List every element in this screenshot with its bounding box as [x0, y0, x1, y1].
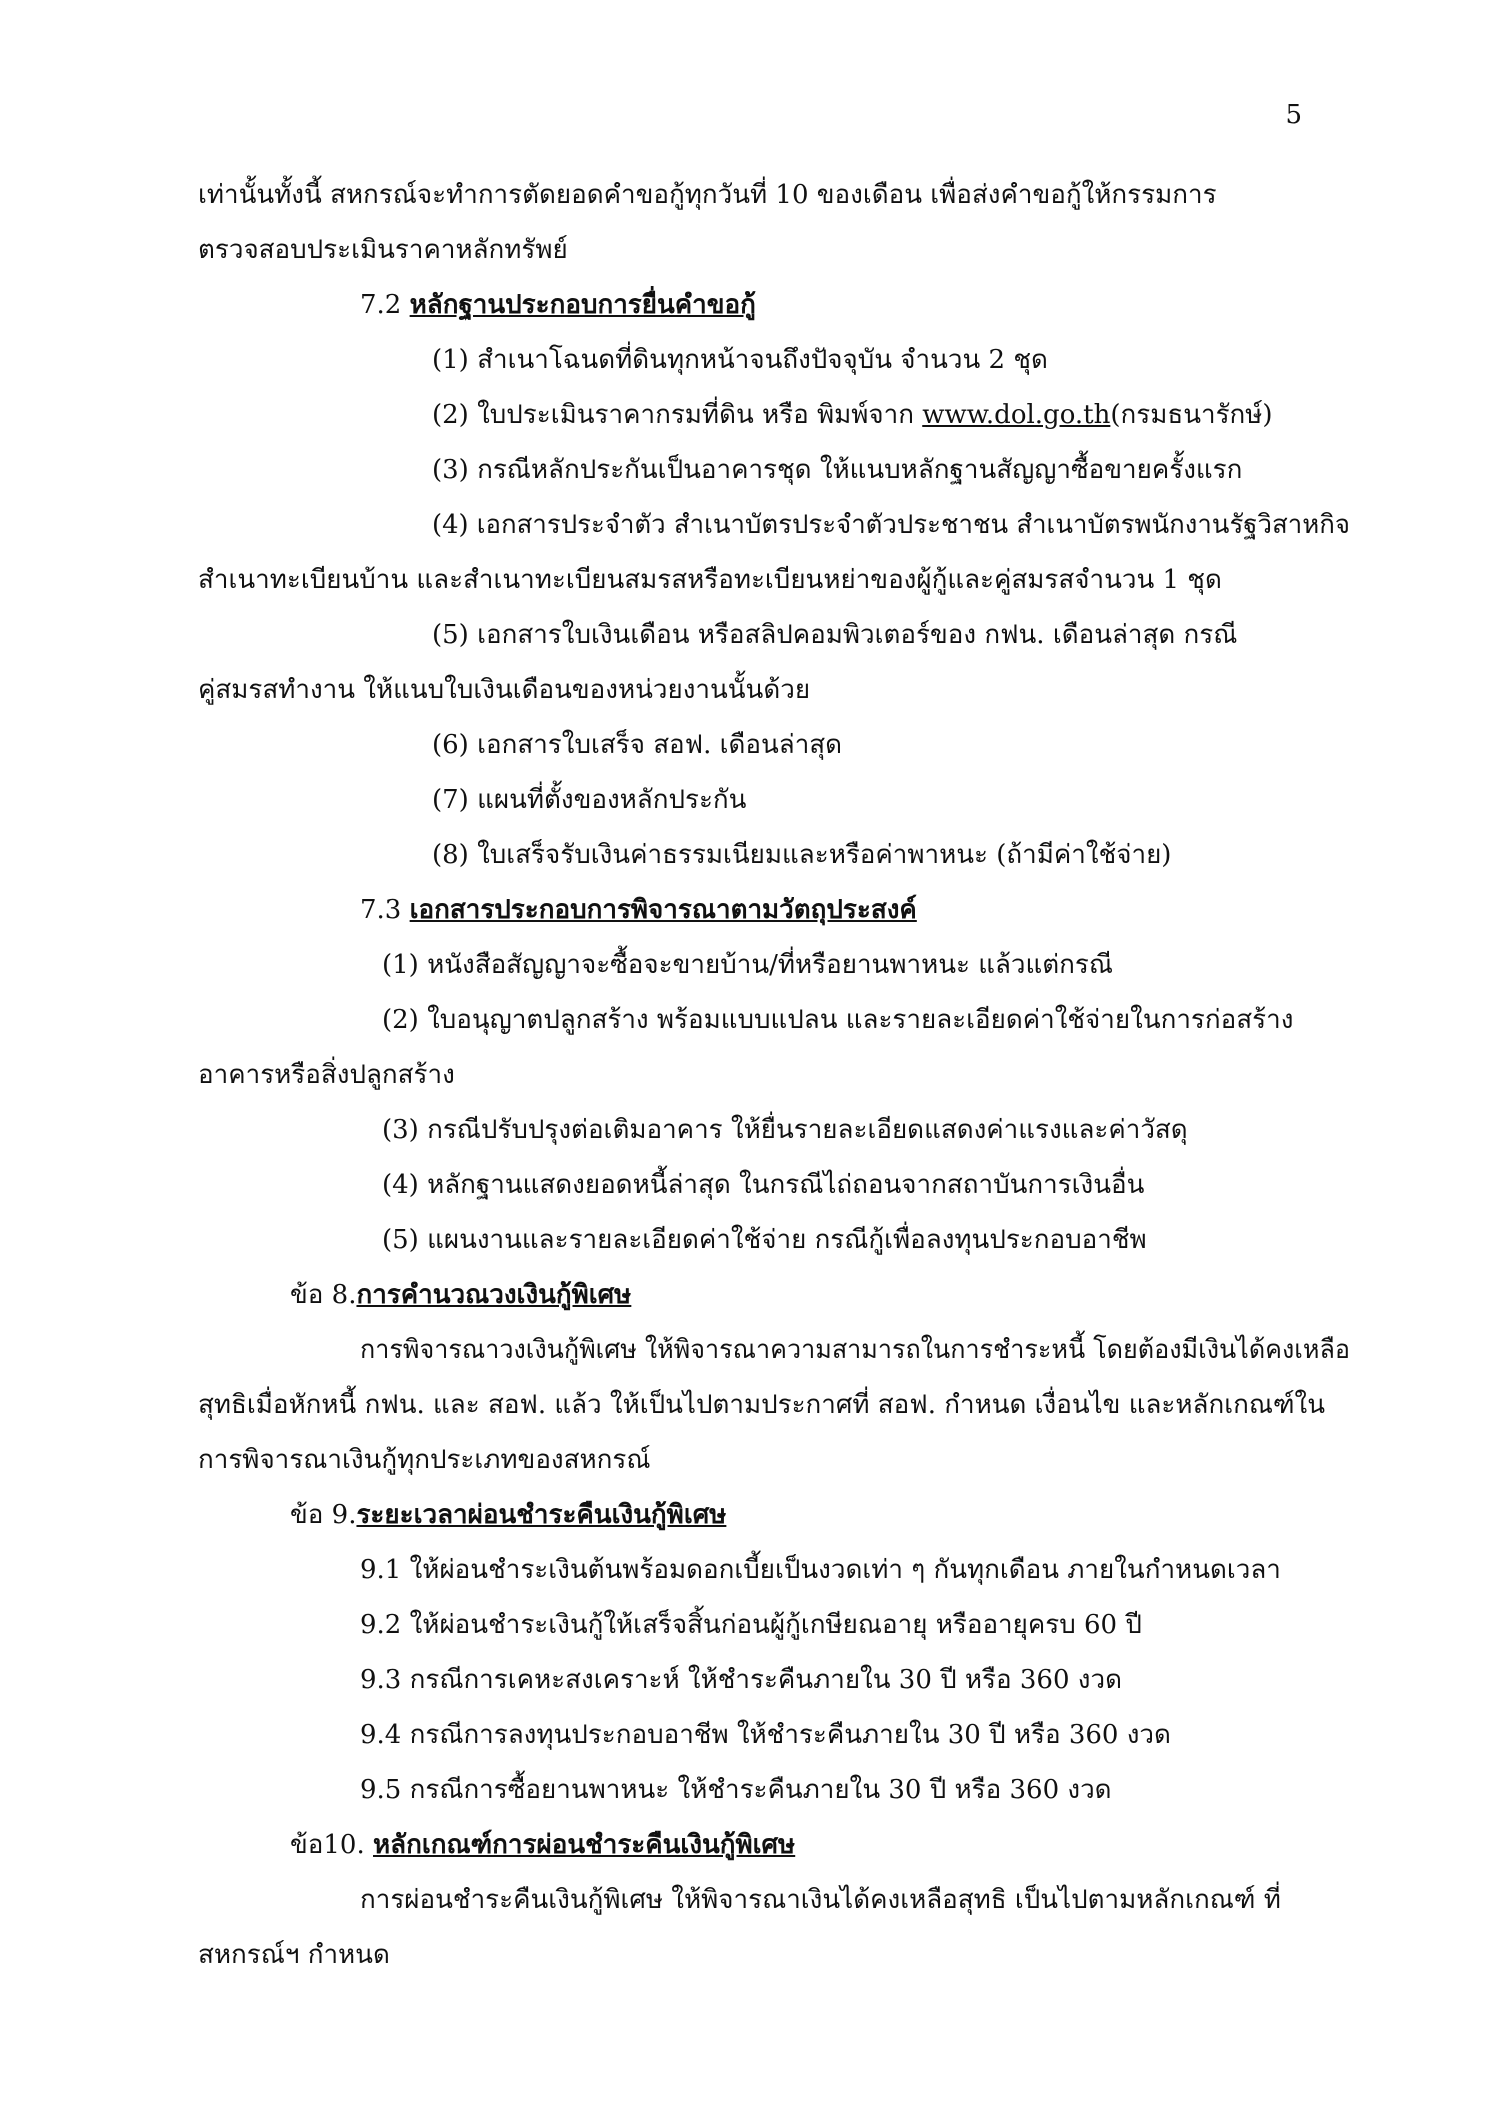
s72-item-7: (7) แผนที่ตั้งของหลักประกัน — [432, 785, 747, 815]
s72-item-2-suffix: (กรมธนารักษ์) — [1110, 400, 1273, 430]
section-10-number: ข้อ10. — [290, 1830, 374, 1860]
section-9-heading — [290, 1498, 726, 1532]
section-7-2-number: 7.2 — [360, 290, 410, 320]
page-number: 5 — [1285, 100, 1302, 130]
s10-line-1: การผ่อนชำระคืนเงินกู้พิเศษ ให้พิจารณาเงินได้คงเหลือสุทธิ เป็นไปตามหลักเกณฑ์ ที่ — [360, 1885, 1281, 1915]
dol-website-link[interactable]: www.dol.go.th — [922, 400, 1111, 430]
section-7-2-heading — [360, 288, 756, 322]
s73-item-5: (5) แผนงานและรายละเอียดค่าใช้จ่าย กรณีกู้เพื่อลงทุนประกอบอาชีพ — [382, 1225, 1147, 1255]
section-7-3-title: เอกสารประกอบการพิจารณาตามวัตถุประสงค์ — [409, 895, 917, 925]
s9-item-3: 9.3 กรณีการเคหะสงเคราะห์ ให้ชำระคืนภายใน 30 ปี หรือ 360 งวด — [360, 1665, 1122, 1695]
s73-item-1: (1) หนังสือสัญญาจะซื้อจะขายบ้าน/ที่หรือยานพาหนะ แล้วแต่กรณี — [382, 950, 1113, 980]
s9-item-2: 9.2 ให้ผ่อนชำระเงินกู้ให้เสร็จสิ้นก่อนผู้กู้เกษียณอายุ หรืออายุครบ 60 ปี — [360, 1610, 1142, 1640]
section-8-number: ข้อ 8. — [290, 1280, 357, 1310]
section-7-3-heading — [360, 893, 917, 927]
s9-item-5: 9.5 กรณีการซื้อยานพาหนะ ให้ชำระคืนภายใน 30 ปี หรือ 360 งวด — [360, 1775, 1112, 1805]
section-9-title: ระยะเวลาผ่อนชำระคืนเงินกู้พิเศษ — [356, 1500, 727, 1530]
s8-line-2: สุทธิเมื่อหักหนี้ กฟน. และ สอฟ. แล้ว ให้เป็นไปตามประกาศที่ สอฟ. กำหนด เงื่อนไข และหลักเกณฑ์ใน — [198, 1390, 1325, 1420]
s8-line-3: การพิจารณาเงินกู้ทุกประเภทของสหกรณ์ — [198, 1445, 651, 1475]
s72-item-4-line-1: (4) เอกสารประจำตัว สำเนาบัตรประจำตัวประชาชน สำเนาบัตรพนักงานรัฐวิสาหกิจ — [432, 510, 1350, 540]
s72-item-2-text: (2) ใบประเมินราคากรมที่ดิน หรือ พิมพ์จาก — [432, 400, 923, 430]
section-7-2-title: หลักฐานประกอบการยื่นคำขอกู้ — [409, 290, 756, 320]
s72-item-5-line-1: (5) เอกสารใบเงินเดือน หรือสลิปคอมพิวเตอร์ของ กฟน. เดือนล่าสุด กรณี — [432, 620, 1238, 650]
section-8-title: การคำนวณวงเงินกู้พิเศษ — [356, 1280, 632, 1310]
s72-item-6: (6) เอกสารใบเสร็จ สอฟ. เดือนล่าสุด — [432, 730, 843, 760]
s72-item-8: (8) ใบเสร็จรับเงินค่าธรรมเนียมและหรือค่าพาหนะ (ถ้ามีค่าใช้จ่าย) — [432, 840, 1172, 870]
section-10-title: หลักเกณฑ์การผ่อนชำระคืนเงินกู้พิเศษ — [373, 1830, 796, 1860]
intro-line-2: ตรวจสอบประเมินราคาหลักทรัพย์ — [198, 235, 568, 265]
intro-line-1: เท่านั้นทั้งนี้ สหกรณ์จะทำการตัดยอดคำขอกู้ทุกวันที่ 10 ของเดือน เพื่อส่งคำขอกู้ให้กรรมการ — [198, 180, 1217, 210]
s10-line-2: สหกรณ์ฯ กำหนด — [198, 1940, 390, 1970]
s9-item-1: 9.1 ให้ผ่อนชำระเงินต้นพร้อมดอกเบี้ยเป็นงวดเท่า ๆ กันทุกเดือน ภายในกำหนดเวลา — [360, 1555, 1281, 1585]
s72-item-4-line-2: สำเนาทะเบียนบ้าน และสำเนาทะเบียนสมรสหรือทะเบียนหย่าของผู้กู้และคู่สมรสจำนวน 1 ชุด — [198, 565, 1222, 595]
s73-item-4: (4) หลักฐานแสดงยอดหนี้ล่าสุด ในกรณีไถ่ถอนจากสถาบันการเงินอื่น — [382, 1170, 1145, 1200]
section-8-heading — [290, 1278, 631, 1312]
s72-item-3: (3) กรณีหลักประกันเป็นอาคารชุด ให้แนบหลักฐานสัญญาซื้อขายครั้งแรก — [432, 455, 1243, 485]
section-9-number: ข้อ 9. — [290, 1500, 357, 1530]
s9-item-4: 9.4 กรณีการลงทุนประกอบอาชีพ ให้ชำระคืนภายใน 30 ปี หรือ 360 งวด — [360, 1720, 1171, 1750]
s73-item-3: (3) กรณีปรับปรุงต่อเติมอาคาร ให้ยื่นรายละเอียดแสดงค่าแรงและค่าวัสดุ — [382, 1115, 1188, 1145]
s8-line-1: การพิจารณาวงเงินกู้พิเศษ ให้พิจารณาความสามารถในการชำระหนี้ โดยต้องมีเงินได้คงเหลือ — [360, 1335, 1351, 1365]
s72-item-5-line-2: คู่สมรสทำงาน ให้แนบใบเงินเดือนของหน่วยงานนั้นด้วย — [198, 675, 811, 705]
s73-item-2-line-2: อาคารหรือสิ่งปลูกสร้าง — [198, 1060, 455, 1090]
s72-item-2 — [432, 398, 1273, 432]
section-7-3-number: 7.3 — [360, 895, 410, 925]
s73-item-2-line-1: (2) ใบอนุญาตปลูกสร้าง พร้อมแบบแปลน และรายละเอียดค่าใช้จ่ายในการก่อสร้าง — [382, 1005, 1294, 1035]
s72-item-1: (1) สำเนาโฉนดที่ดินทุกหน้าจนถึงปัจจุบัน จำนวน 2 ชุด — [432, 345, 1048, 375]
section-10-heading — [290, 1828, 795, 1862]
